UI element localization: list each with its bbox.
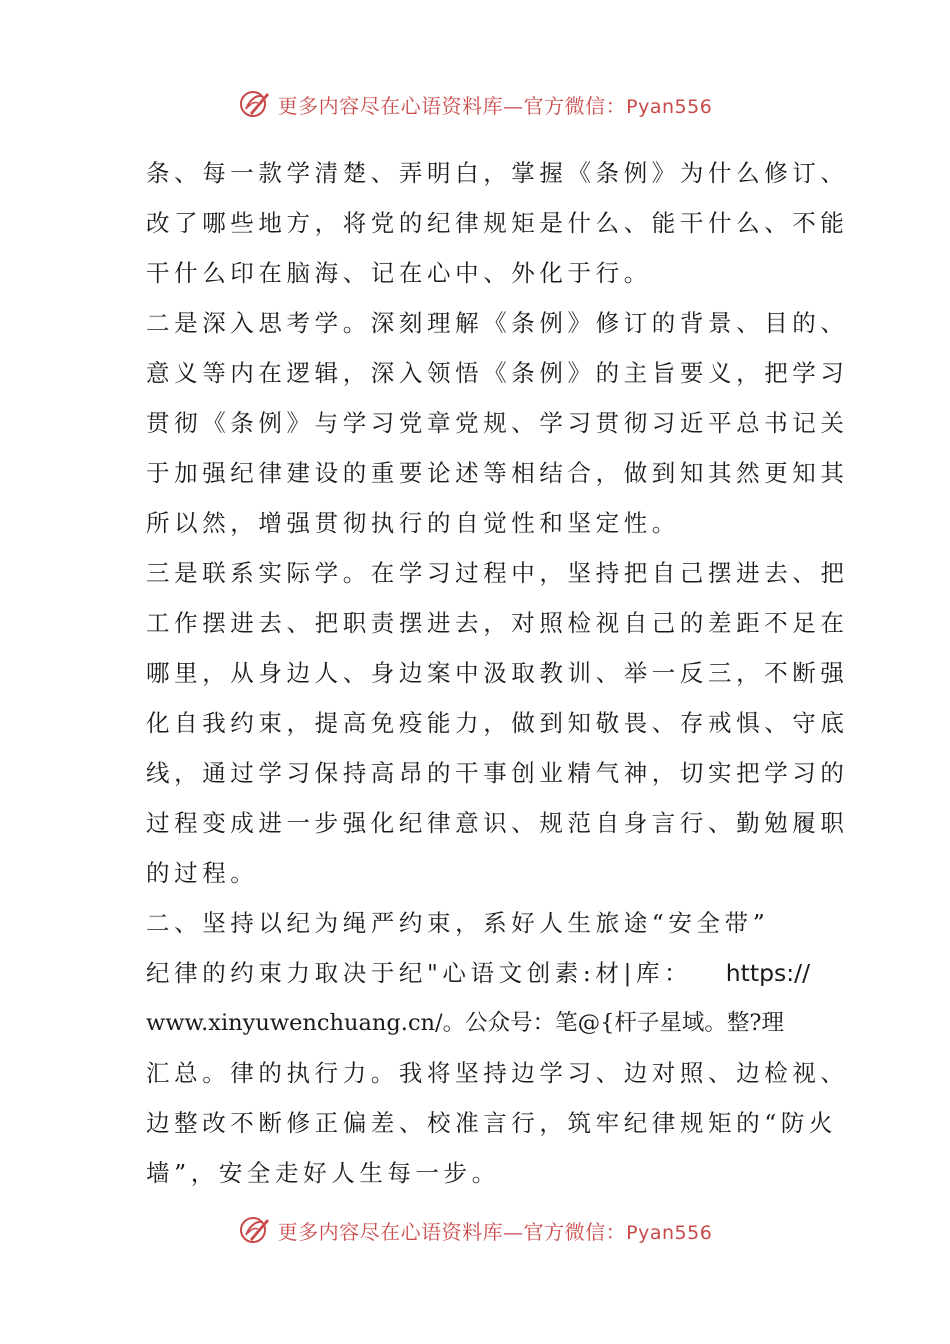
body-line: 干什么印在脑海、记在心中、外化于行。	[146, 259, 652, 287]
footer-banner	[0, 1208, 950, 1252]
header-wechat-id: Pyan556	[626, 95, 713, 118]
footer-wechat-id: Pyan556	[626, 1221, 713, 1244]
body-line: 边整改不断修正偏差、校准言行，筑牢纪律规矩的“防火	[146, 1109, 838, 1137]
body-line: 哪里，从身边人、身边案中汲取教训、举一反三，不断强	[146, 659, 849, 687]
body-line: 贯彻《条例》与学习党章党规、学习贯彻习近平总书记关	[146, 409, 849, 437]
body-line: 条、每一款学清楚、弄明白，掌握《条例》为什么修订、	[146, 159, 849, 187]
url-prefix: https://	[725, 959, 810, 987]
pen-logo-icon	[238, 87, 272, 121]
body-line: 化自我约束，提高免疫能力，做到知敬畏、存戒惧、守底	[146, 709, 849, 737]
footer-text	[278, 1216, 713, 1245]
document-body	[146, 148, 849, 1198]
body-line: 线，通过学习保持高昂的干事创业精气神，切实把学习的	[146, 759, 849, 787]
body-line: 所以然，增强贯彻执行的自觉性和坚定性。	[146, 509, 680, 537]
header-banner	[0, 82, 950, 126]
body-line: 三是联系实际学。在学习过程中，坚持把自己摆进去、把	[146, 559, 849, 587]
body-line: 二是深入思考学。深刻理解《条例》修订的背景、目的、	[146, 309, 849, 337]
body-line: 的过程。	[146, 859, 259, 887]
header-site-text: 更多内容尽在心语资料库—官方微信：	[277, 93, 627, 118]
body-line-text: 纪律的约束力取决于纪"心语文创素:材|库：	[146, 959, 693, 987]
body-line: 于加强纪律建设的重要论述等相结合，做到知其然更知其	[146, 459, 849, 487]
footer-site-text: 更多内容尽在心语资料库—官方微信：	[277, 1219, 627, 1244]
body-line: 改了哪些地方，将党的纪律规矩是什么、能干什么、不能	[146, 209, 849, 237]
url-line: www.xinyuwenchuang.cn/。公众号：笔@{杆子星域。整?理	[146, 1010, 784, 1036]
body-line-with-url	[146, 948, 810, 998]
header-text	[278, 90, 713, 119]
body-line: 工作摆进去、把职责摆进去，对照检视自己的差距不足在	[146, 609, 849, 637]
body-line: 汇总。律的执行力。我将坚持边学习、边对照、边检视、	[146, 1059, 849, 1087]
body-line: 意义等内在逻辑，深入领悟《条例》的主旨要义，把学习	[146, 359, 849, 387]
body-line: 墙”，安全走好人生每一步。	[146, 1159, 500, 1187]
pen-logo-icon	[238, 1213, 272, 1247]
section-heading: 二、坚持以纪为绳严约束，系好人生旅途“安全带”	[146, 909, 770, 937]
body-line: 过程变成进一步强化纪律意识、规范自身言行、勤勉履职	[146, 809, 849, 837]
